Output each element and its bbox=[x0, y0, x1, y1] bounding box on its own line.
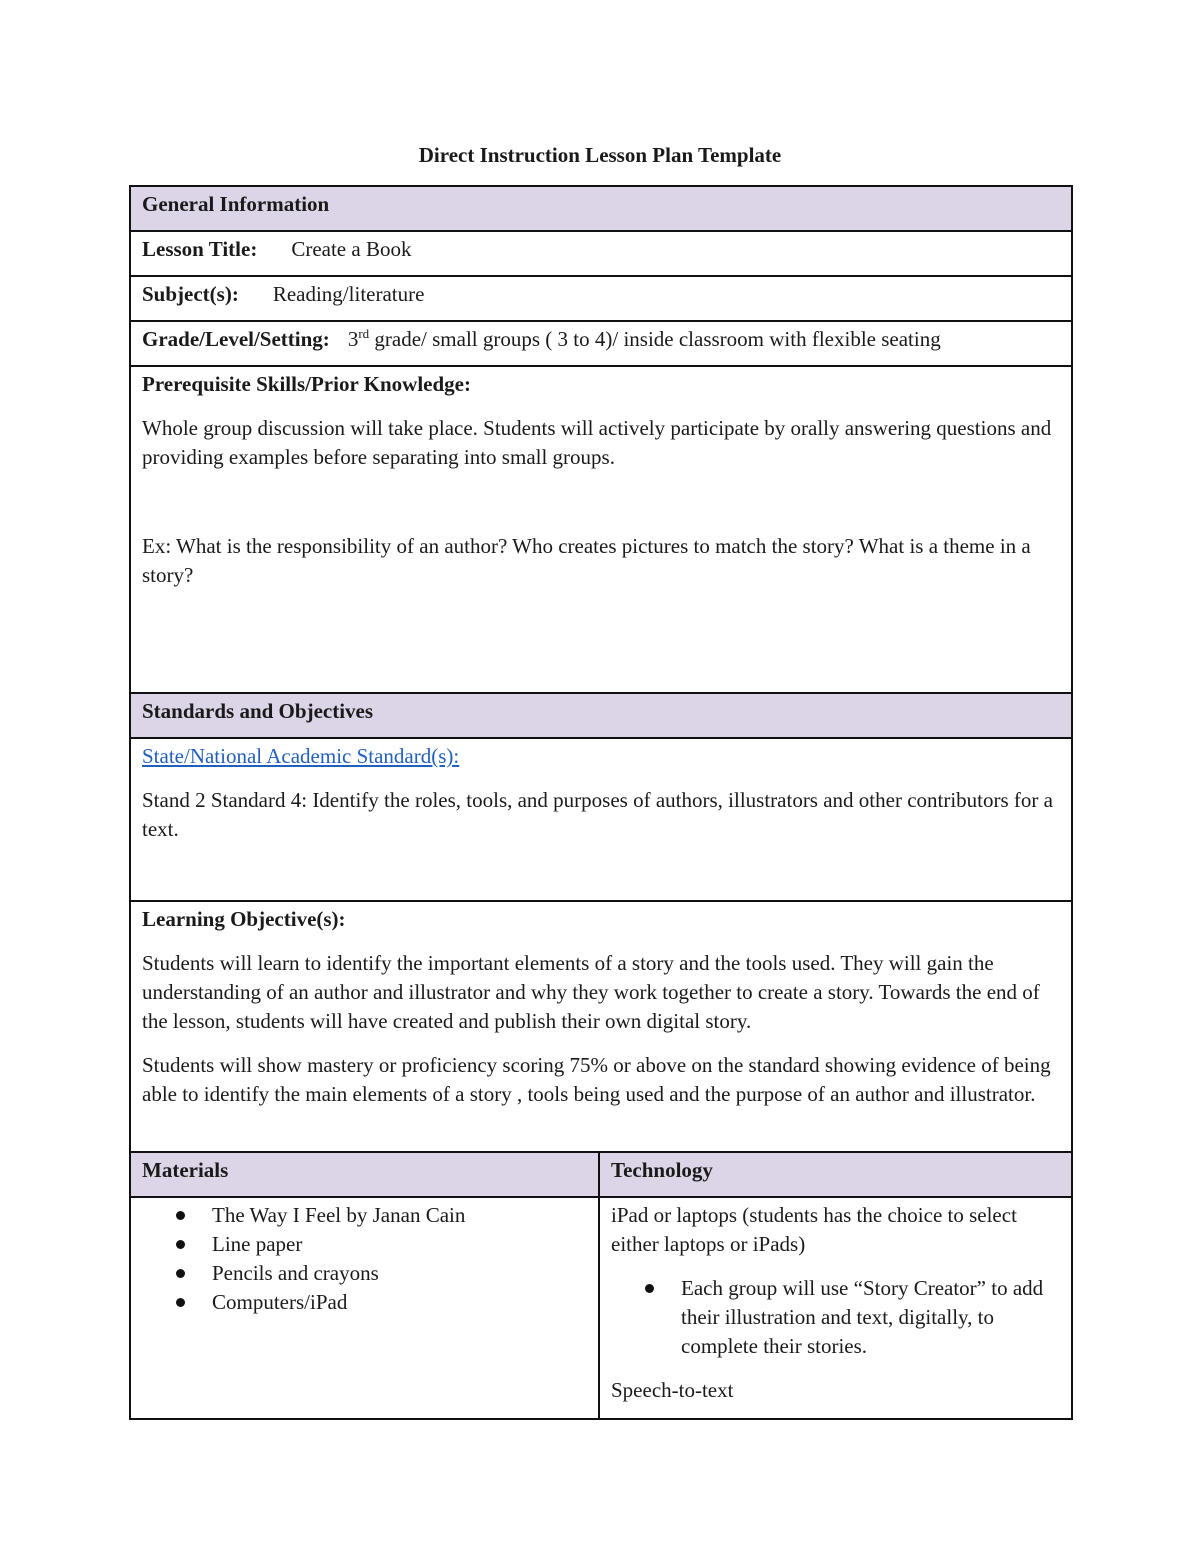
grade-level-setting-label: Grade/Level/Setting: bbox=[142, 327, 330, 351]
general-information-row bbox=[130, 186, 1072, 231]
subjects-value: Reading/literature bbox=[272, 282, 425, 306]
grade-suffix: rd bbox=[358, 326, 370, 341]
grade-level-setting-row bbox=[130, 321, 1072, 366]
standard-text: Stand 2 Standard 4: Identify the roles, tools, and purposes of authors, illustrators and other contributors for a text. bbox=[142, 788, 1053, 841]
page-title: Direct Instruction Lesson Plan Template bbox=[418, 143, 782, 167]
list-item: Pencils and crayons bbox=[212, 1259, 587, 1288]
prerequisite-paragraph: Whole group discussion will take place. Students will actively participate by orally answering questions and providing examples before separating into small groups. bbox=[142, 416, 1052, 469]
materials-header: Materials bbox=[130, 1152, 599, 1197]
subjects-row bbox=[130, 276, 1072, 321]
mastery-paragraph: Students will show mastery or proficiency scoring 75% or above on the standard showing evidence of being able to identify the main elements of a story , tools being used and the purpose of an author and illustrator. bbox=[142, 1053, 1051, 1106]
technology-cell bbox=[599, 1197, 1072, 1419]
materials-cell bbox=[130, 1197, 599, 1419]
standards-objectives-header: Standards and Objectives bbox=[130, 693, 1072, 738]
academic-standards-link[interactable]: State/National Academic Standard(s): bbox=[142, 744, 460, 768]
technology-list bbox=[611, 1274, 1060, 1361]
standards-objectives-row bbox=[130, 693, 1072, 738]
standards-row bbox=[130, 738, 1072, 901]
learning-objectives-label: Learning Objective(s): bbox=[142, 907, 346, 931]
list-item: Line paper bbox=[212, 1230, 587, 1259]
prerequisite-row bbox=[130, 366, 1072, 693]
lesson-title-row bbox=[130, 231, 1072, 276]
general-information-header: General Information bbox=[130, 186, 1072, 231]
prerequisite-example: Ex: What is the responsibility of an author? Who creates pictures to match the story? What is a theme in a story? bbox=[142, 534, 1031, 587]
materials-list bbox=[142, 1201, 587, 1317]
learning-objectives-row bbox=[130, 901, 1072, 1152]
subjects-label: Subject(s): bbox=[142, 282, 239, 306]
technology-header: Technology bbox=[599, 1152, 1072, 1197]
technology-intro: iPad or laptops (students has the choice to select either laptops or iPads) bbox=[611, 1203, 1017, 1256]
list-item: Each group will use “Story Creator” to add their illustration and text, digitally, to complete their stories. bbox=[681, 1274, 1060, 1361]
prerequisite-label: Prerequisite Skills/Prior Knowledge: bbox=[142, 372, 471, 396]
list-item: Computers/iPad bbox=[212, 1288, 587, 1317]
grade-number: 3 bbox=[347, 327, 359, 351]
learning-objectives-paragraph: Students will learn to identify the important elements of a story and the tools used. They will gain the understanding of an author and illustrator and why they work together to create a story. Towards the end of the lesson, students will have created and publish their own digital story. bbox=[142, 951, 1040, 1033]
materials-technology-header-row bbox=[130, 1152, 1072, 1197]
technology-outro: Speech-to-text bbox=[611, 1378, 734, 1402]
lesson-plan-table bbox=[129, 185, 1073, 1420]
lesson-title-label: Lesson Title: bbox=[142, 237, 258, 261]
grade-level-setting-value: grade/ small groups ( 3 to 4)/ inside classroom with flexible seating bbox=[369, 327, 941, 351]
list-item: The Way I Feel by Janan Cain bbox=[212, 1201, 587, 1230]
lesson-title-value: Create a Book bbox=[291, 237, 412, 261]
materials-technology-row bbox=[130, 1197, 1072, 1419]
